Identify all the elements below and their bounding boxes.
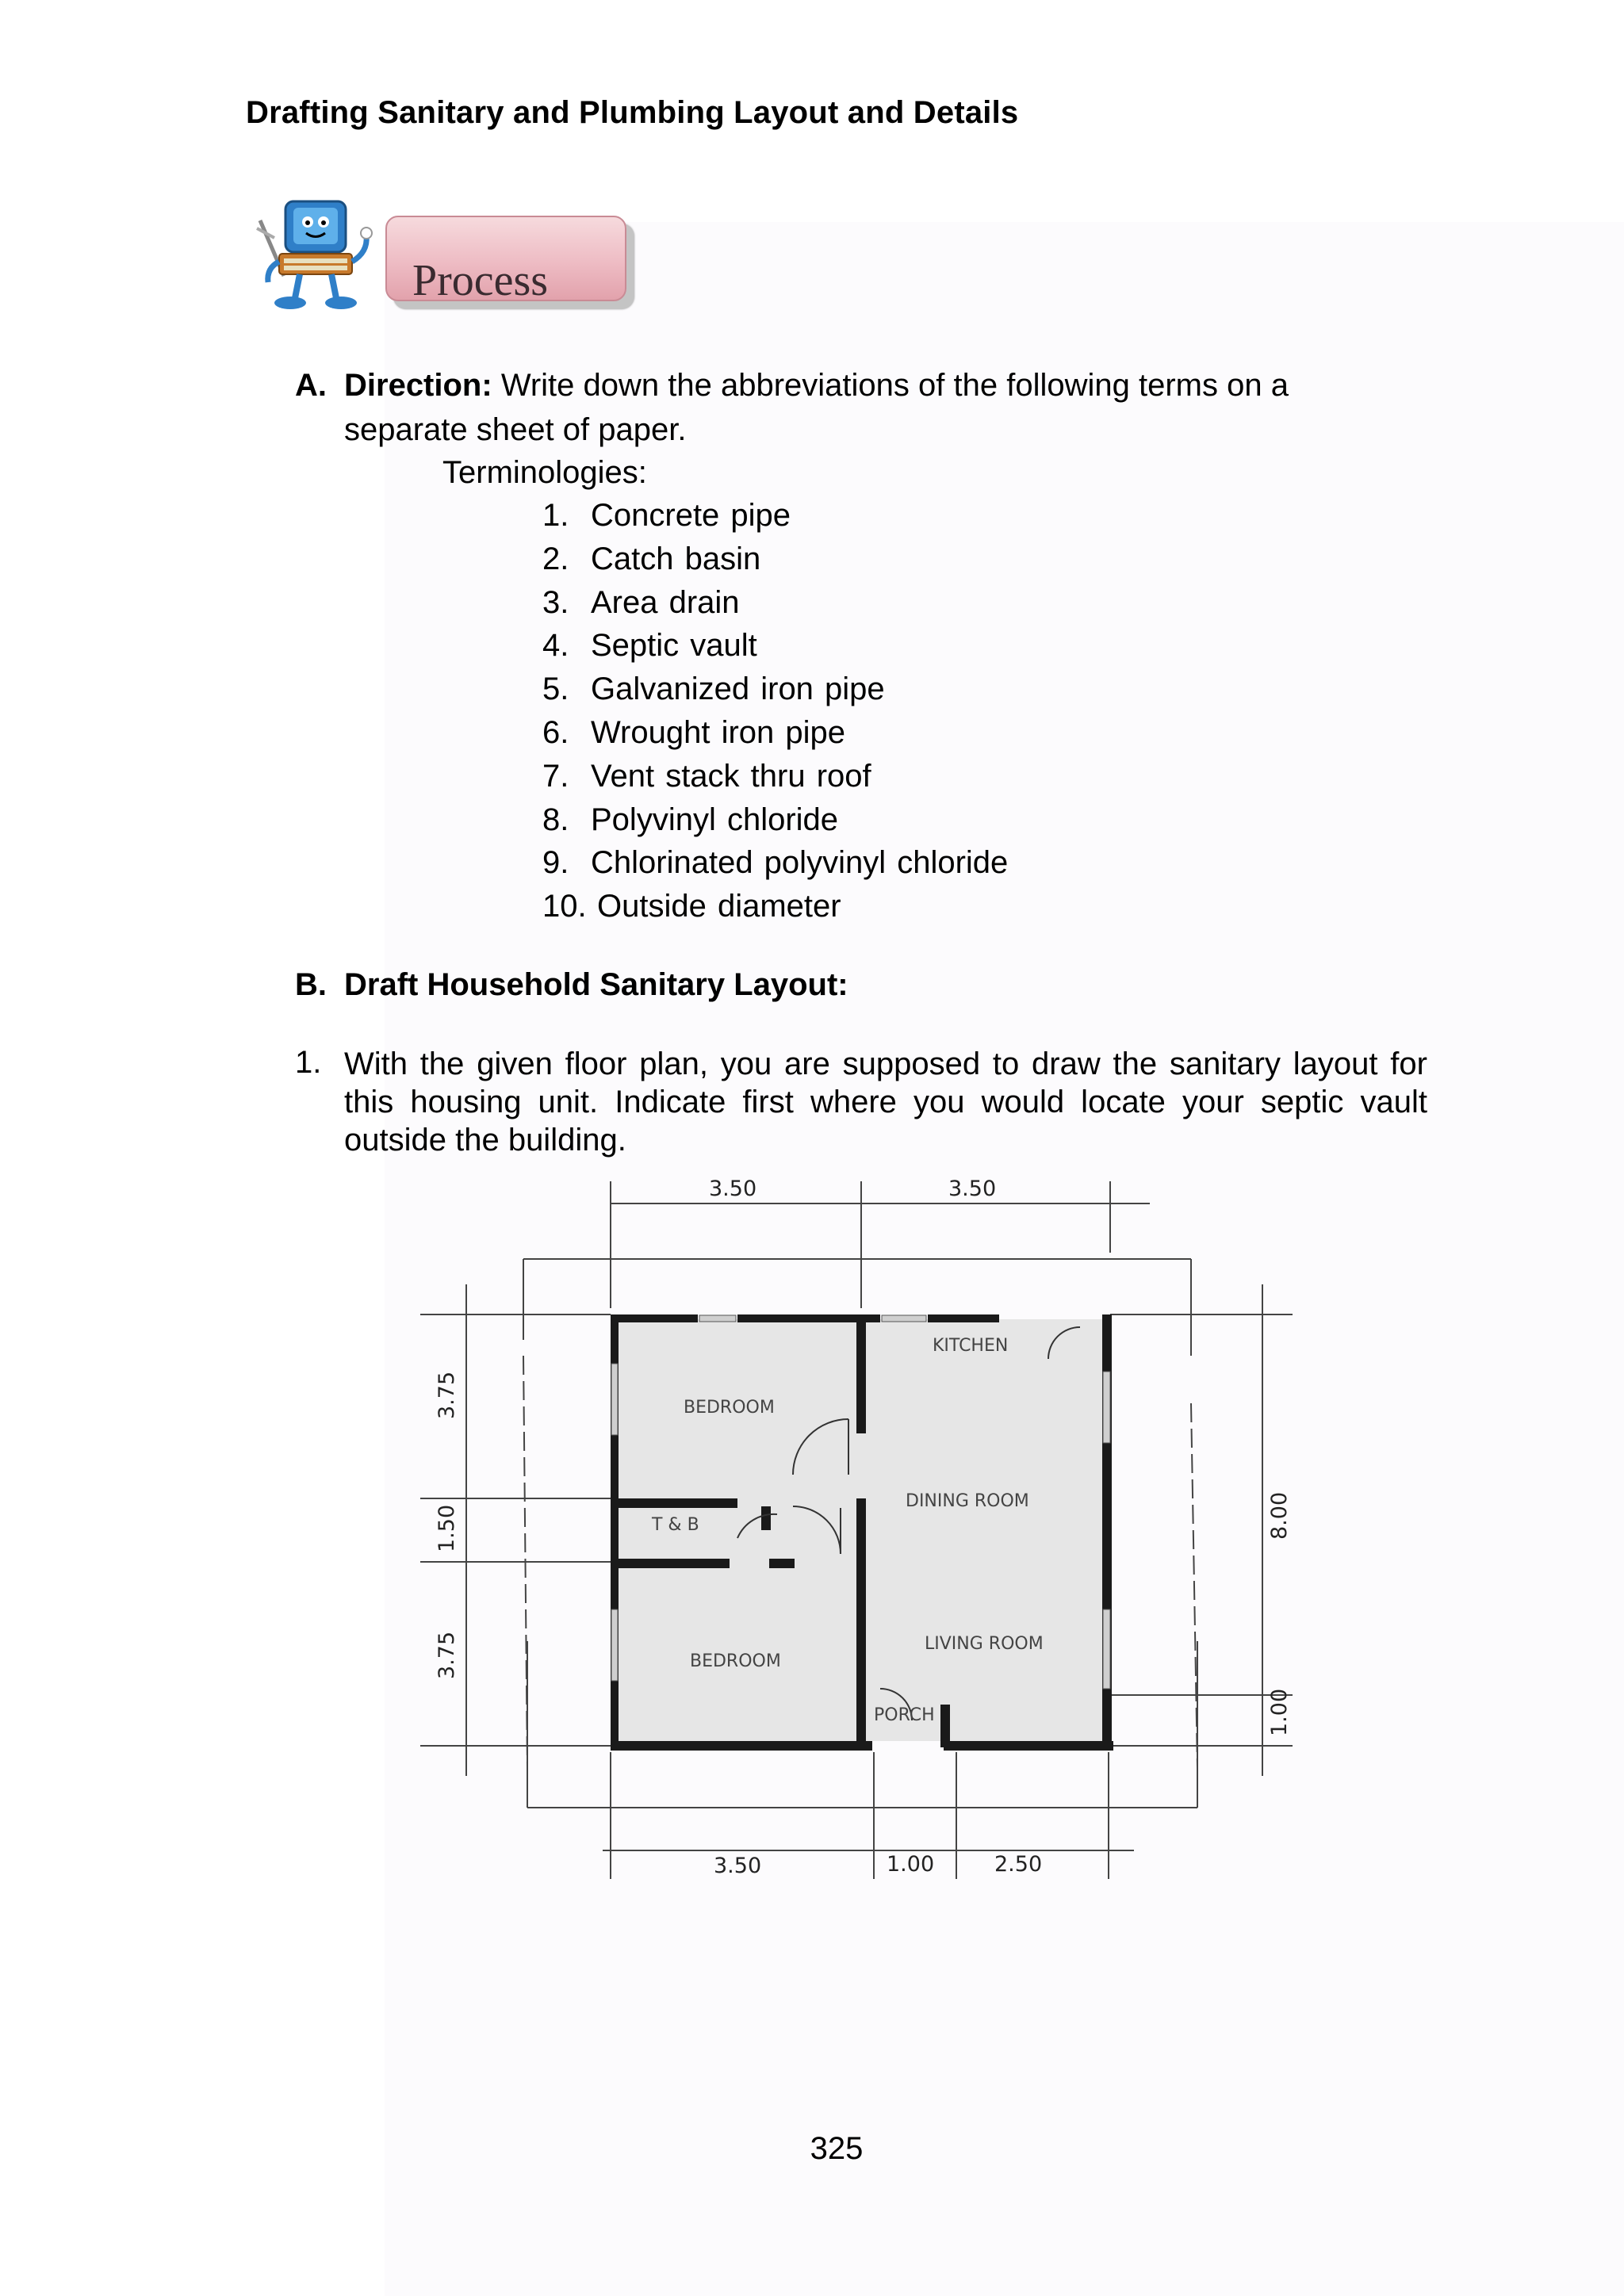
top-dim-2: 3.50 — [948, 1177, 997, 1201]
list-item: 10. Outside diameter — [542, 889, 841, 924]
list-item: 4. Septic vault — [542, 628, 757, 664]
floor-plan-figure — [373, 1165, 1340, 1907]
list-item: 9. Chlorinated polyvinyl chloride — [542, 845, 1009, 881]
section-a-heading: Direction: — [344, 368, 492, 403]
room-label-toilet-bath: T & B — [652, 1515, 699, 1535]
room-label-dining: DINING ROOM — [906, 1491, 1029, 1511]
list-item: 5. Galvanized iron pipe — [542, 672, 885, 707]
section-a-direction — [344, 369, 1289, 401]
room-label-living: LIVING ROOM — [925, 1634, 1044, 1654]
process-banner-label: Process — [412, 256, 549, 301]
page-number: 325 — [810, 2131, 864, 2166]
room-label-porch: PORCH — [874, 1705, 935, 1725]
right-dim-2: 1.00 — [1267, 1688, 1292, 1736]
terminologies-list — [542, 499, 1008, 934]
section-b-heading: Draft Household Sanitary Layout: — [344, 967, 848, 1002]
section-b-letter: B. — [295, 967, 327, 1002]
list-item: 1. Concrete pipe — [542, 498, 791, 533]
terminologies-title: Terminologies: — [442, 455, 647, 490]
page-header-title: Drafting Sanitary and Plumbing Layout and Details — [246, 95, 1019, 130]
section-b-item-text: With the given floor plan, you are supposed to draw the sanitary layout for this housing unit. Indicate first where you would locate your septic vault outside the building. — [344, 1047, 1427, 1158]
computer-mascot-icon — [252, 197, 379, 314]
left-dim-1: 3.75 — [435, 1371, 459, 1419]
list-item: 6. Wrought iron pipe — [542, 714, 845, 750]
bottom-dim-3: 2.50 — [994, 1852, 1043, 1877]
process-banner — [385, 216, 626, 301]
list-item: 8. Polyvinyl chloride — [542, 802, 839, 837]
section-a-letter: A. — [295, 368, 327, 403]
list-item: 3. Area drain — [542, 584, 740, 620]
bottom-dim-1: 3.50 — [714, 1854, 762, 1878]
section-b-item-num: 1. — [295, 1045, 322, 1080]
right-dim-1: 8.00 — [1267, 1491, 1292, 1540]
section-a-text-line2: separate sheet of paper. — [344, 412, 687, 447]
section-a-text-line1: Write down the abbreviations of the following terms on a — [500, 368, 1289, 403]
bottom-dim-2: 1.00 — [887, 1852, 935, 1877]
top-dim-1: 3.50 — [709, 1177, 757, 1201]
room-label-bedroom-top: BEDROOM — [684, 1398, 775, 1418]
left-dim-2: 1.50 — [435, 1504, 459, 1552]
list-item: 7. Vent stack thru roof — [542, 758, 871, 794]
room-label-bedroom-bottom: BEDROOM — [690, 1651, 781, 1671]
list-item: 2. Catch basin — [542, 541, 761, 576]
room-label-kitchen: KITCHEN — [933, 1336, 1009, 1356]
left-dim-3: 3.75 — [435, 1631, 459, 1679]
